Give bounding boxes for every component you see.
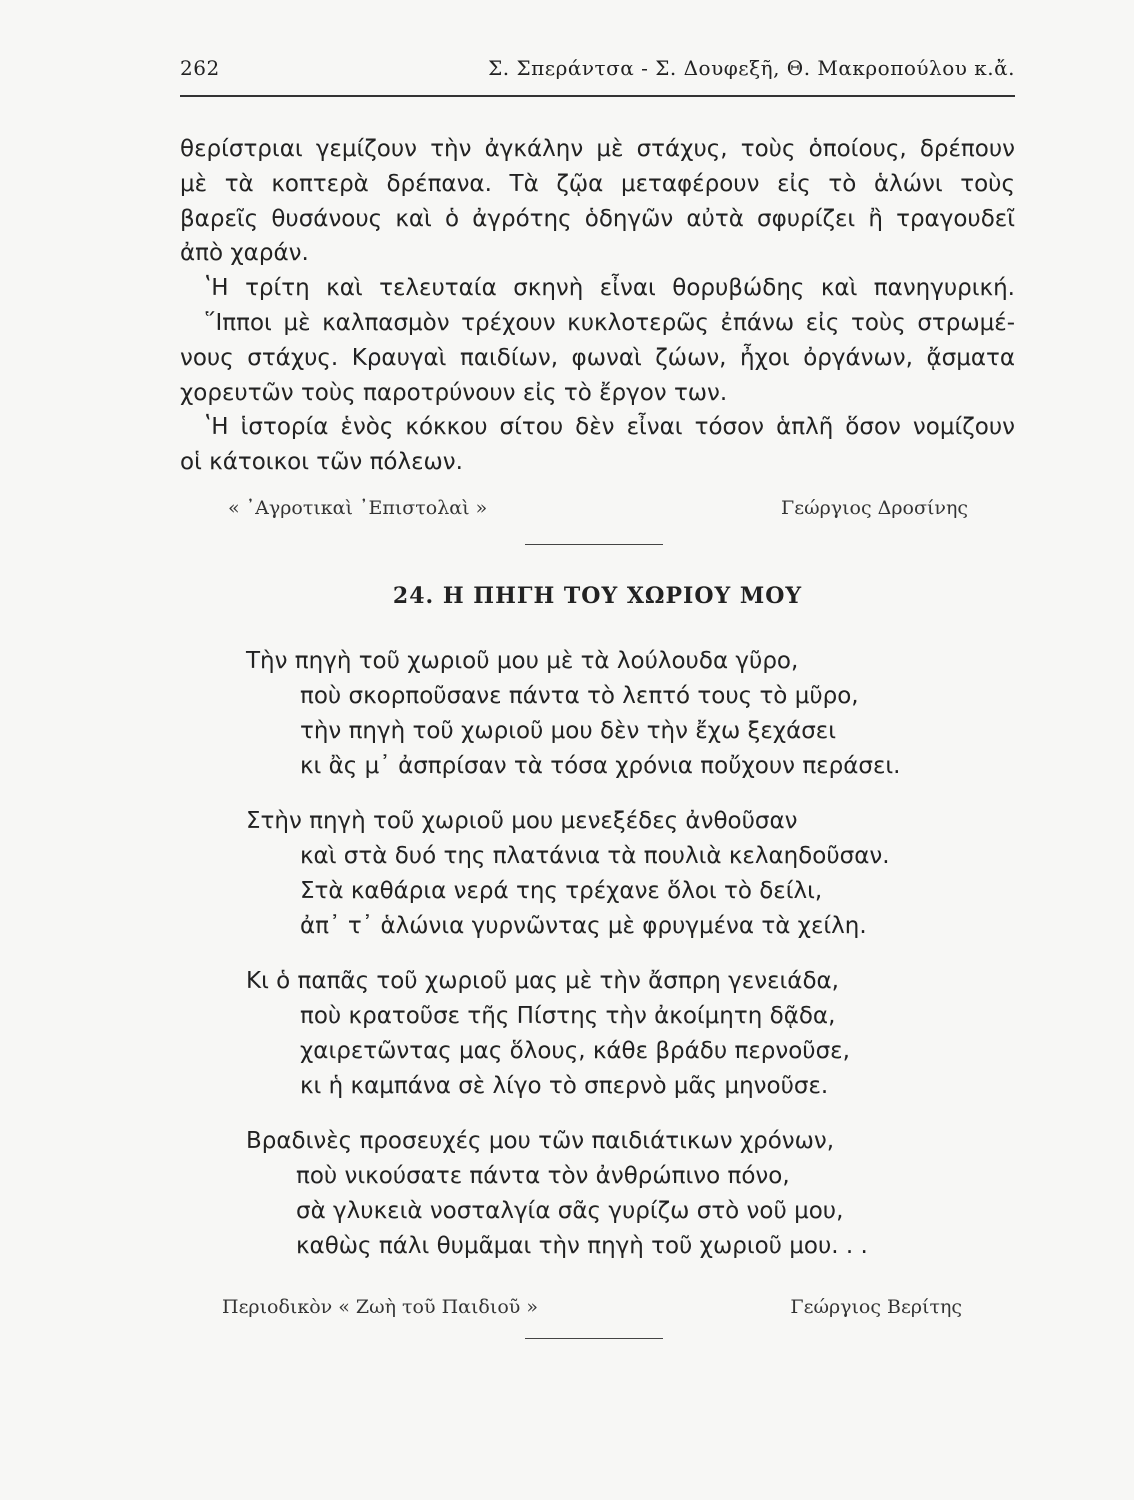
prose-line: βαρεῖς θυσάνους καὶ ὁ ἀγρότης ὁδηγῶν αὐτὰ σφυρίζει ἢ τραγουδεῖ xyxy=(180,205,1015,232)
verse-line: Στὴν πηγὴ τοῦ χωριοῦ μου μενεξέδες ἀνθοῦσαν xyxy=(246,808,798,834)
verse-line: Στὰ καθάρια νερά της τρέχανε ὅλοι τὸ δείλι, xyxy=(300,878,823,904)
prose-line: μὲ τὰ κοπτερὰ δρέπανα. Τὰ ζῷα μεταφέρουν εἰς τὸ ἁλώνι τοὺς xyxy=(180,170,1015,197)
prose-line: ῞Ιπποι μὲ καλπασμὸν τρέχουν κυκλοτερῶς ἐπάνω εἰς τοὺς στρωμέ- xyxy=(204,309,1015,336)
stanza xyxy=(246,644,1006,784)
verse-line: κι ἡ καμπάνα σὲ λίγο τὸ σπερνὸ μᾶς μηνοῦσε. xyxy=(300,1073,829,1099)
source-author: Γεώργιος Δροσίνης xyxy=(781,497,968,519)
verse-line: χαιρετῶντας μας ὅλους, κάθε βράδυ περνοῦσε, xyxy=(300,1038,850,1064)
page-number: 262 xyxy=(180,56,220,80)
verse-line: ἀπ᾿ τ᾿ ἁλώνια γυρνῶντας μὲ φρυγμένα τὰ χείλη. xyxy=(300,913,867,939)
source-work-title: « ᾿Αγροτικαὶ ᾿Επιστολαὶ » xyxy=(228,497,488,519)
stanza xyxy=(246,804,1006,944)
prose-line: νους στάχυς. Κραυγαὶ παιδίων, φωναὶ ζώων, ἦχοι ὀργάνων, ᾄσματα xyxy=(180,344,1015,371)
prose-line: θερίστριαι γεμίζουν τὴν ἀγκάλην μὲ στάχυς, τοὺς ὁποίους, δρέπουν xyxy=(180,136,1015,162)
source-work-title: Περιοδικὸν « Ζωὴ τοῦ Παιδιοῦ » xyxy=(222,1296,538,1318)
prose-line: χορευτῶν τοὺς παροτρύνουν εἰς τὸ ἔργον των. xyxy=(180,379,728,406)
prose-line: οἱ κάτοικοι τῶν πόλεων. xyxy=(180,449,463,476)
verse-line: ποὺ κρατοῦσε τῆς Πίστης τὴν ἀκοίμητη δᾷδα, xyxy=(300,1003,836,1029)
verse-line: Βραδινὲς προσευχές μου τῶν παιδιάτικων χρόνων, xyxy=(246,1128,835,1154)
running-head xyxy=(180,56,1015,92)
poem xyxy=(246,644,1006,1284)
verse-line: ποὺ σκορποῦσανε πάντα τὸ λεπτό τους τὸ μῦρο, xyxy=(300,683,859,709)
verse-line: καθὼς πάλι θυμᾶμαι τὴν πηγὴ τοῦ χωριοῦ μου. . . xyxy=(296,1233,868,1259)
verse-line: ποὺ νικούσατε πάντα τὸν ἀνθρώπινο πόνο, xyxy=(296,1163,790,1189)
header-rule xyxy=(180,95,1015,97)
running-head-authors: Σ. Σπεράντσα - Σ. Δουφεξῆ, Θ. Μακροπούλου κ.ἄ. xyxy=(488,56,1015,80)
verse-line: σὰ γλυκειὰ νοσταλγία σᾶς γυρίζω στὸ νοῦ μου, xyxy=(296,1198,844,1224)
verse-line: τὴν πηγὴ τοῦ χωριοῦ μου δὲν τὴν ἔχω ξεχάσει xyxy=(300,718,837,744)
verse-line: κι ἂς μ᾿ ἀσπρίσαν τὰ τόσα χρόνια ποὔχουν περάσει. xyxy=(300,753,901,779)
section-title: 24. Η ΠΗΓΗ ΤΟΥ ΧΩΡΙΟΥ ΜΟΥ xyxy=(392,583,803,609)
verse-line: Κι ὁ παπᾶς τοῦ χωριοῦ μας μὲ τὴν ἄσπρη γενειάδα, xyxy=(246,968,839,994)
stanza xyxy=(246,964,1006,1104)
prose-line: ʽΗ ἱστορία ἑνὸς κόκκου σίτου δὲν εἶναι τόσον ἁπλῆ ὅσον νομίζουν xyxy=(204,414,1015,441)
prose-line: ʽΗ τρίτη καὶ τελευταία σκηνὴ εἶναι θορυβώδης καὶ πανηγυρική. xyxy=(204,275,1015,302)
end-divider xyxy=(525,1338,663,1339)
prose-passage xyxy=(180,132,1015,480)
verse-line: Τὴν πηγὴ τοῦ χωριοῦ μου μὲ τὰ λούλουδα γῦρο, xyxy=(246,648,799,674)
source-attribution-1 xyxy=(228,497,968,527)
prose-line: ἀπὸ χαράν. xyxy=(180,240,309,267)
verse-line: καὶ στὰ δυό της πλατάνια τὰ πουλιὰ κελαηδοῦσαν. xyxy=(300,843,890,869)
source-author: Γεώργιος Βερίτης xyxy=(790,1296,962,1318)
stanza xyxy=(246,1124,1006,1264)
section-divider xyxy=(525,544,663,545)
source-attribution-2 xyxy=(222,1296,962,1326)
